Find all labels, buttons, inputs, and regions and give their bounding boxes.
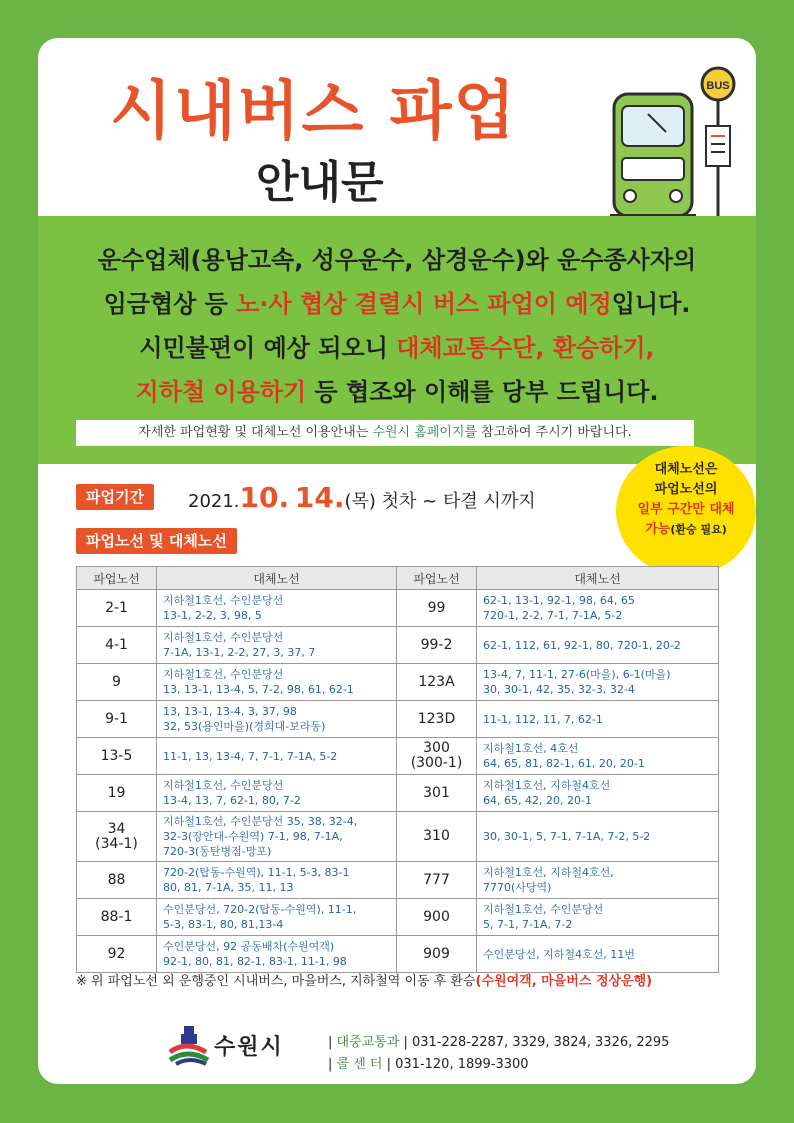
- col-header: 대체노선: [157, 567, 397, 590]
- strike-route: 19: [77, 775, 157, 812]
- strike-route: 777: [397, 862, 477, 899]
- strike-period-tag: 파업기간: [76, 484, 154, 510]
- strike-route: 900: [397, 899, 477, 936]
- alternative-routes: 지하철1호선, 수인분당선 35, 38, 32-4, 32-3(장안대-수원역) 7-1, 98, 7-1A, 720-3(동탄병점-망포): [157, 812, 397, 862]
- logo-text: 수원시: [214, 1035, 284, 1060]
- strike-route: 123D: [397, 701, 477, 738]
- strike-route: 9-1: [77, 701, 157, 738]
- table-row: [77, 590, 719, 627]
- strike-route: 88: [77, 862, 157, 899]
- col-header: 파업노선: [77, 567, 157, 590]
- contacts: [328, 1032, 669, 1076]
- alternative-routes: 지하철1호선, 지하철4호선, 7770(사당역): [477, 862, 719, 899]
- strike-route: 99: [397, 590, 477, 627]
- routes-tag: 파업노선 및 대체노선: [76, 528, 237, 554]
- alternative-routes: 지하철1호선, 수인분당선 13-1, 2-2, 3, 98, 5: [157, 590, 397, 627]
- strike-route: 99-2: [397, 627, 477, 664]
- alternative-routes: 지하철1호선, 4호선 64, 65, 81, 82-1, 61, 20, 20-1: [477, 738, 719, 775]
- contact-line: | 대중교통과 | 031-228-2287, 3329, 3824, 3326, 2295: [328, 1035, 670, 1050]
- strike-period: 2021.10. 14.(목) 첫차 ~ 타결 시까지: [188, 481, 536, 514]
- routes-table: [76, 566, 719, 973]
- strike-route: 310: [397, 812, 477, 862]
- strike-route: 909: [397, 936, 477, 973]
- intro-line-1: 운수업체(용남고속, 성우운수, 삼경운수)와 운수종사자의: [97, 246, 697, 274]
- alternative-routes: 지하철1호선, 수인분당선 5, 7-1, 7-1A, 7-2: [477, 899, 719, 936]
- table-row: [77, 664, 719, 701]
- footnote: ※ 위 파업노선 외 운행중인 시내버스, 마을버스, 지하철역 이동 후 환승(수원여객, 마을버스 정상운행): [76, 974, 653, 989]
- table-row: [77, 627, 719, 664]
- bus-sign-label: BUS: [706, 80, 730, 92]
- alternative-routes: 62-1, 112, 61, 92-1, 80, 720-1, 20-2: [477, 627, 719, 664]
- alternative-routes: 13, 13-1, 13-4, 3, 37, 98 32, 53(용인마을)(경희대-보라동): [157, 701, 397, 738]
- notice-card: [38, 38, 756, 1084]
- col-header: 파업노선: [397, 567, 477, 590]
- strike-route: 123A: [397, 664, 477, 701]
- table-row: [77, 738, 719, 775]
- strike-route: 4-1: [77, 627, 157, 664]
- col-header: 대체노선: [477, 567, 719, 590]
- bus-stop-illustration: [608, 66, 748, 226]
- alternative-routes: 지하철1호선, 수인분당선 13, 13-1, 13-4, 5, 7-2, 98, 61, 62-1: [157, 664, 397, 701]
- strike-route: 300 (300-1): [397, 738, 477, 775]
- intro-line-3: 시민불편이 예상 되오니 대체교통수단, 환승하기,: [139, 334, 655, 362]
- alternative-route-callout: 대체노선은 파업노선의 일부 구간만 대체 가능(환승 필요): [616, 446, 756, 576]
- page-title: 시내버스 파업: [110, 75, 518, 149]
- alternative-routes: 30, 30-1, 5, 7-1, 7-1A, 7-2, 5-2: [477, 812, 719, 862]
- alternative-routes: 수인분당선, 92 공동배차(수원여객) 92-1, 80, 81, 82-1, 83-1, 11-1, 98: [157, 936, 397, 973]
- alternative-routes: 62-1, 13-1, 92-1, 98, 64, 65 720-1, 2-2, 7-1, 7-1A, 5-2: [477, 590, 719, 627]
- page-subtitle: 안내문: [256, 157, 384, 208]
- strike-route: 9: [77, 664, 157, 701]
- alternative-routes: 지하철1호선, 수인분당선 7-1A, 13-1, 2-2, 27, 3, 37, 7: [157, 627, 397, 664]
- intro-text: [38, 238, 756, 414]
- alternative-routes: 11-1, 112, 11, 7, 62-1: [477, 701, 719, 738]
- table-row: [77, 899, 719, 936]
- table-row: [77, 775, 719, 812]
- strike-route: 92: [77, 936, 157, 973]
- table-row: [77, 862, 719, 899]
- table-row: [77, 812, 719, 862]
- contact-line: | 콜 센 터 | 031-120, 1899-3300: [328, 1057, 529, 1072]
- strike-route: 2-1: [77, 590, 157, 627]
- alternative-routes: 지하철1호선, 수인분당선 13-4, 13, 7, 62-1, 80, 7-2: [157, 775, 397, 812]
- suwon-emblem-icon: [166, 1022, 212, 1068]
- alternative-routes: 720-2(탑동-수원역), 11-1, 5-3, 83-1 80, 81, 7-1A, 35, 11, 13: [157, 862, 397, 899]
- strike-route: 34 (34-1): [77, 812, 157, 862]
- strike-route: 13-5: [77, 738, 157, 775]
- alternative-routes: 수인분당선, 지하철4호선, 11번: [477, 936, 719, 973]
- alternative-routes: 13-4, 7, 11-1, 27-6(마을), 6-1(마을) 30, 30-1, 42, 35, 32-3, 32-4: [477, 664, 719, 701]
- strike-route: 88-1: [77, 899, 157, 936]
- table-row: [77, 936, 719, 973]
- alternative-routes: 지하철1호선, 지하철4호선 64, 65, 42, 20, 20-1: [477, 775, 719, 812]
- alternative-routes: 11-1, 13, 13-4, 7, 7-1, 7-1A, 5-2: [157, 738, 397, 775]
- intro-line-2: 임금협상 등 노·사 협상 결렬시 버스 파업이 예정입니다.: [103, 290, 691, 318]
- homepage-notice: 자세한 파업현황 및 대체노선 이용안내는 수원시 홈페이지를 참고하여 주시기 바랍니다.: [76, 420, 694, 446]
- suwon-logo: [166, 1022, 316, 1068]
- alternative-routes: 수인분당선, 720-2(탑동-수원역), 11-1, 5-3, 83-1, 80, 81,13-4: [157, 899, 397, 936]
- table-row: [77, 701, 719, 738]
- intro-line-4: 지하철 이용하기 등 협조와 이해를 당부 드립니다.: [135, 378, 659, 406]
- strike-route: 301: [397, 775, 477, 812]
